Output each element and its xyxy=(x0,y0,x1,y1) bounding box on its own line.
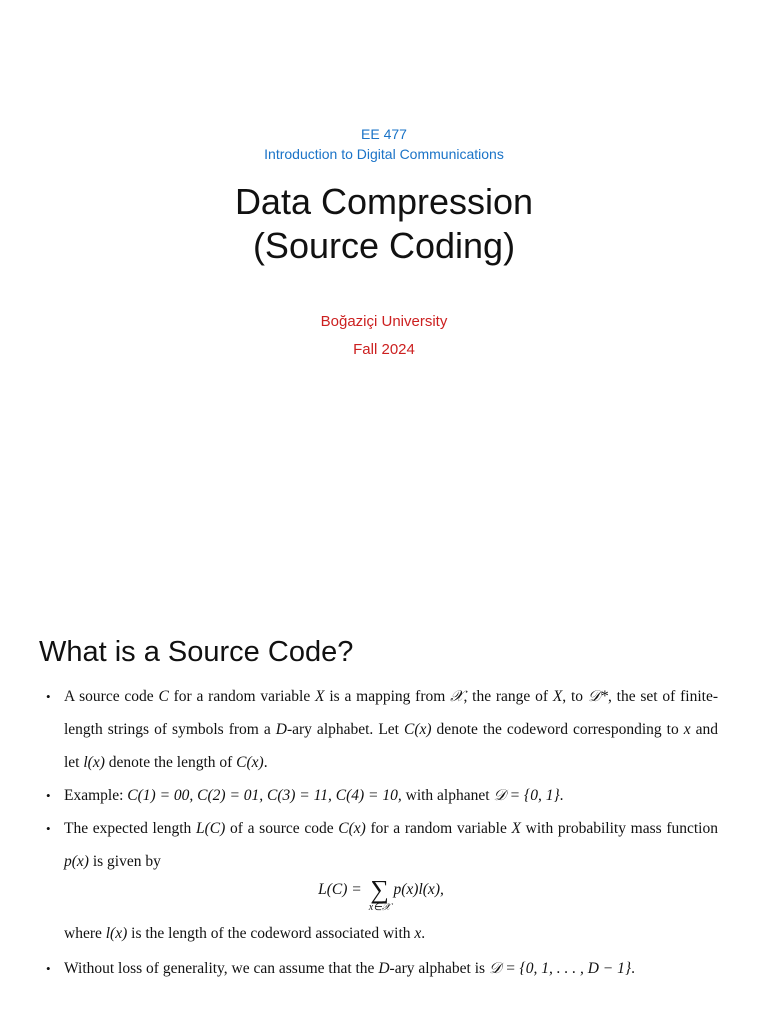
text: Example: xyxy=(64,787,128,804)
math: L(C) xyxy=(196,820,226,837)
deck-title-line1: Data Compression xyxy=(234,181,534,222)
math: C(x) xyxy=(338,820,366,837)
math: D xyxy=(378,960,390,977)
math: x xyxy=(414,925,422,942)
bullet-expected-length xyxy=(44,812,718,948)
text: A source code xyxy=(64,688,159,705)
text: . xyxy=(263,754,268,771)
sigma-symbol: ∑ xyxy=(370,875,389,904)
equation-lhs: L(C) = xyxy=(318,881,362,898)
bullet-example xyxy=(44,779,718,812)
text: The expected length xyxy=(64,820,196,837)
text: for a random variable xyxy=(365,820,512,837)
text: , the range of xyxy=(463,688,553,705)
slide-heading: What is a Source Code? xyxy=(39,636,354,668)
math: C(1) = 00, C(2) = 01, C(3) = 11, C(4) = 10, xyxy=(127,787,402,804)
math: C(x) xyxy=(236,754,264,771)
text: , to xyxy=(562,688,588,705)
bullet-dot: • xyxy=(46,788,51,803)
math: x xyxy=(683,721,691,738)
text: where xyxy=(64,925,106,942)
text: . xyxy=(559,787,564,804)
text: is given by xyxy=(88,853,161,870)
institution: Boğaziçi University xyxy=(320,313,448,330)
bullet-dot: • xyxy=(46,961,51,976)
where-clause xyxy=(64,920,718,948)
math: X xyxy=(315,688,325,705)
text: for a random variable xyxy=(168,688,316,705)
text: denote the codeword corresponding to xyxy=(431,721,684,738)
text: . xyxy=(421,925,426,942)
text: is the length of the codeword associated with xyxy=(127,925,415,942)
expected-length-equation xyxy=(44,875,718,924)
math: l(x) xyxy=(105,925,128,942)
text: and let xyxy=(64,721,719,771)
course-name: Introduction to Digital Communications xyxy=(264,146,504,162)
equation-rhs: p(x)l(x), xyxy=(393,881,444,898)
deck-title xyxy=(0,180,768,268)
text: with alphanet xyxy=(401,787,494,804)
summation-index: x∈𝒳 xyxy=(368,902,391,913)
bullet-alphabet xyxy=(44,952,718,985)
bullet-list xyxy=(44,680,718,985)
summation xyxy=(368,875,391,914)
math: D xyxy=(275,721,287,738)
text: -ary alphabet. Let xyxy=(286,721,404,738)
course-code: EE 477 xyxy=(361,126,407,142)
text: of a source code xyxy=(225,820,339,837)
math: l(x) xyxy=(83,754,105,771)
math: 𝒟* xyxy=(587,688,608,705)
bullet-dot: • xyxy=(46,821,51,836)
text: with probability mass function xyxy=(520,820,718,837)
text: denote the length of xyxy=(104,754,237,771)
text: . xyxy=(631,960,635,977)
text: Without loss of generality, we can assume that the xyxy=(64,960,379,977)
term: Fall 2024 xyxy=(353,341,415,358)
math: C xyxy=(158,688,169,705)
math: X xyxy=(511,820,521,837)
math: 𝒟 = {0, 1} xyxy=(493,787,560,804)
math: 𝒳 xyxy=(450,688,464,705)
math: X xyxy=(552,688,563,705)
deck-title-line2: (Source Coding) xyxy=(252,225,516,266)
bullet-definition xyxy=(44,680,718,779)
bullet-dot: • xyxy=(46,689,51,704)
math: C(x) xyxy=(404,721,432,738)
content-slide xyxy=(0,620,768,1024)
math: p(x) xyxy=(64,853,89,870)
text: -ary alphabet is xyxy=(389,960,489,977)
text: is a mapping from xyxy=(324,688,451,705)
text: , the set of finite-length strings of symbols from a xyxy=(64,688,718,738)
math: 𝒟 = {0, 1, . . . , D − 1} xyxy=(488,960,632,977)
